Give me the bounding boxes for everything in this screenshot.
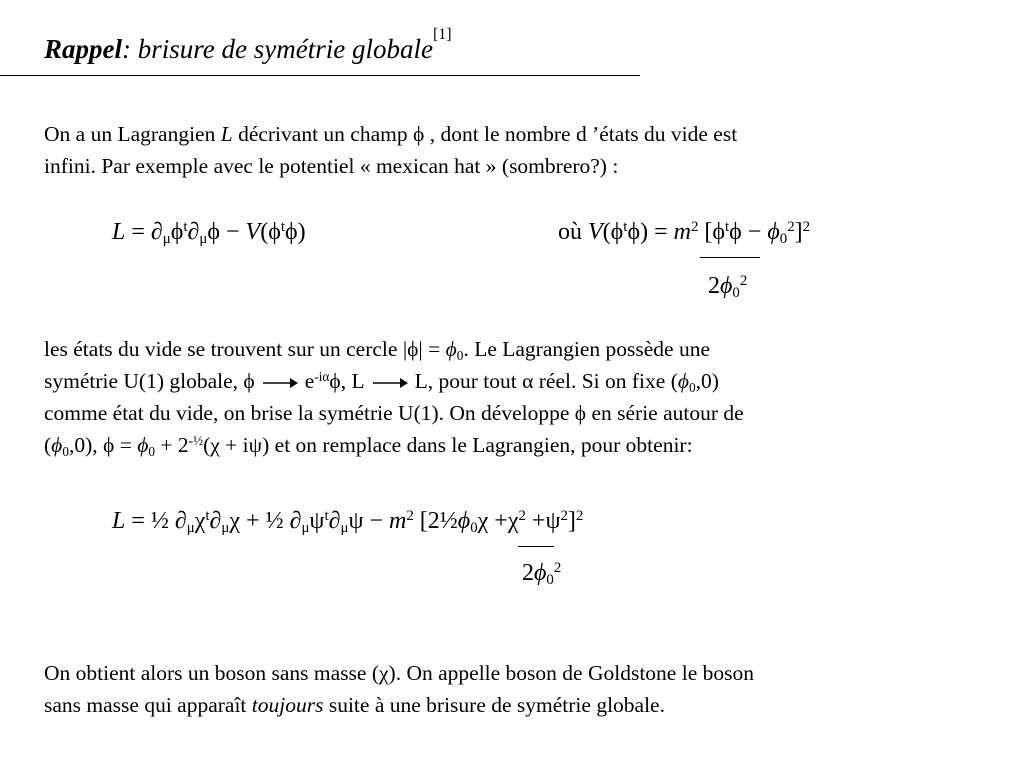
title-reference: [1] <box>432 26 452 44</box>
intro-phi: ϕ <box>412 122 425 146</box>
body-l4-index: 0 <box>62 443 69 459</box>
body-l1-text-b: . Le Lagrangien possède une <box>463 337 710 361</box>
eq1-phi-1: ϕ <box>170 219 184 245</box>
eq3-partial-4: ∂ <box>328 508 341 534</box>
eq3-t-2: t <box>324 507 329 524</box>
intro-text-a: On a un Lagrangien <box>44 122 221 146</box>
conclusion-line-2 <box>44 689 754 721</box>
conclusion-l2-text-b: suite à une brisure de symétrie globale. <box>323 693 665 717</box>
slide-title <box>44 26 452 64</box>
conclusion-line-1: On obtient alors un boson sans masse (χ). On appelle boson de Goldstone le boson <box>44 661 754 685</box>
eq1-tail-open: (ϕ <box>260 219 281 245</box>
eq3-a: = ½ ∂ <box>125 508 187 534</box>
eq3-phi0: ϕ <box>457 508 471 534</box>
body-l4-text-c: + 2 <box>155 433 189 457</box>
body-l1-index: 0 <box>456 347 464 363</box>
eq3-mu-2: μ <box>221 520 230 537</box>
eq3-partial-2: ∂ <box>209 508 222 534</box>
body-l2-text-b: ϕ, L <box>329 369 365 393</box>
body-l4-open: ( <box>44 433 52 457</box>
body-l1-text: les états du vide se trouvent sur un cercle |ϕ| = <box>44 337 446 361</box>
eq2-phi0-index: 0 <box>779 231 788 248</box>
eq3-mu-1: μ <box>186 520 195 537</box>
eq1-t-2: t <box>280 218 285 235</box>
body-line-2 <box>44 365 744 397</box>
body-l2-text-c: L, pour tout α réel. Si on fixe ( <box>414 369 678 393</box>
eq3-phi0-index: 0 <box>470 520 478 537</box>
intro-L: L <box>220 122 233 146</box>
intro-paragraph <box>44 118 737 182</box>
eq3-mu-3: μ <box>301 520 310 537</box>
eq3-m-squared: 2 <box>406 507 414 524</box>
body-l4-phi0: ϕ <box>51 433 63 457</box>
title-text: : brisure de symétrie globale <box>122 34 433 64</box>
eq1-tail-close: ϕ) <box>284 219 306 245</box>
eq3-f: +ψ <box>525 508 561 534</box>
body-l4-text-b: ,0), ϕ = <box>68 433 138 457</box>
body-line-1 <box>44 333 744 365</box>
eq3-fraction-bar <box>518 546 554 547</box>
eq3-t-1: t <box>205 507 210 524</box>
eq3-mu-4: μ <box>340 520 349 537</box>
eq3-b: χ + ½ ∂ <box>229 508 302 534</box>
eq2-den-phi: ϕ <box>720 273 733 299</box>
right-arrow-icon <box>261 376 299 390</box>
expanded-lagrangian-equation <box>112 507 584 537</box>
right-arrow-icon <box>371 376 409 390</box>
eq2-t: t <box>623 218 628 235</box>
eq2-t-2: t <box>725 218 730 235</box>
lagrangian-equation <box>112 218 306 248</box>
intro-line-1 <box>44 118 737 150</box>
eq3-psi-1: ψ <box>309 508 325 534</box>
eq2-den-index: 0 <box>732 285 740 302</box>
eq1-phi-2: ϕ − <box>207 219 246 245</box>
eq1-mu-2: μ <box>199 231 208 248</box>
title-underline <box>0 75 640 76</box>
eq3-chi-1: χ <box>194 508 206 534</box>
eq3-den-phi: ϕ <box>534 560 547 586</box>
eq3-d: [2½ <box>413 508 458 534</box>
eq2-phi0-squared: 2 <box>787 218 795 235</box>
eq3-denominator <box>522 559 562 589</box>
body-l1-phi0: ϕ <box>445 337 457 361</box>
eq3-L: L <box>112 508 126 534</box>
body-line-3: comme état du vide, on brise la symétrie U(1). On développe ϕ en série autour de <box>44 401 744 425</box>
eq3-e: χ +χ <box>477 508 519 534</box>
eq1-partial-2: ∂ <box>187 219 200 245</box>
body-line-4 <box>44 429 744 461</box>
eq2-V: V <box>588 219 603 245</box>
eq3-den-two: 2 <box>522 560 534 586</box>
conclusion-toujours: toujours <box>251 693 324 717</box>
intro-text-c: , dont le nombre d ’états du vide est <box>424 122 738 146</box>
eq3-g: ] <box>567 508 576 534</box>
title-bold-word: Rappel <box>44 34 122 64</box>
intro-line-2: infini. Par exemple avec le potentiel « mexican hat » (sombrero?) : <box>44 154 619 178</box>
eq3-den-index: 0 <box>546 572 554 589</box>
eq2-bracket-squared: 2 <box>802 218 811 235</box>
eq2-denominator <box>708 272 748 302</box>
eq2-den-squared: 2 <box>739 272 748 289</box>
body-paragraph <box>44 333 744 461</box>
eq3-m: m <box>389 508 407 534</box>
eq1-L: L <box>112 219 126 245</box>
body-l2-text-d: ,0) <box>695 369 719 393</box>
eq3-psi-squared: 2 <box>560 507 568 524</box>
eq1-t-1: t <box>183 218 188 235</box>
potential-equation <box>558 218 811 248</box>
eq2-fraction-bar <box>700 257 760 258</box>
eq2-minus: ϕ − <box>729 219 768 245</box>
intro-text-b: décrivant un champ <box>232 122 413 146</box>
eq3-c: ψ − <box>348 508 389 534</box>
body-l4-index-2: 0 <box>148 443 156 459</box>
conclusion-l2-text: sans masse qui apparaît <box>44 693 252 717</box>
body-l2-e: e <box>304 369 315 393</box>
eq2-den-two: 2 <box>708 273 720 299</box>
eq2-m-squared: 2 <box>690 218 699 235</box>
body-l4-phi0-2: ϕ <box>137 433 149 457</box>
eq2-phi0: ϕ <box>767 219 780 245</box>
eq3-den-squared: 2 <box>553 559 562 576</box>
body-l4-exponent: -½ <box>188 432 204 448</box>
eq2-bracket-close: ] <box>794 219 803 245</box>
body-l2-exponent: -iα <box>314 368 330 384</box>
eq2-ou: où <box>558 219 588 245</box>
body-l2-index: 0 <box>689 379 696 395</box>
eq2-m: m <box>673 219 691 245</box>
eq2-mid: ϕ) = <box>627 219 674 245</box>
body-l2-phi0: ϕ <box>677 369 689 393</box>
eq3-bracket-squared: 2 <box>575 507 584 524</box>
body-l4-text-d: (χ + iψ) et on remplace dans le Lagrangien, pour obtenir: <box>203 433 693 457</box>
eq3-chi-squared: 2 <box>518 507 526 524</box>
eq2-open: (ϕ <box>602 219 624 245</box>
body-l2-text: symétrie U(1) globale, ϕ <box>44 369 255 393</box>
eq1-mu-1: μ <box>162 231 171 248</box>
conclusion-paragraph <box>44 657 754 721</box>
eq2-bracket-open: [ϕ <box>698 219 726 245</box>
eq1-rhs: = ∂ <box>125 219 163 245</box>
eq1-V: V <box>245 219 261 245</box>
